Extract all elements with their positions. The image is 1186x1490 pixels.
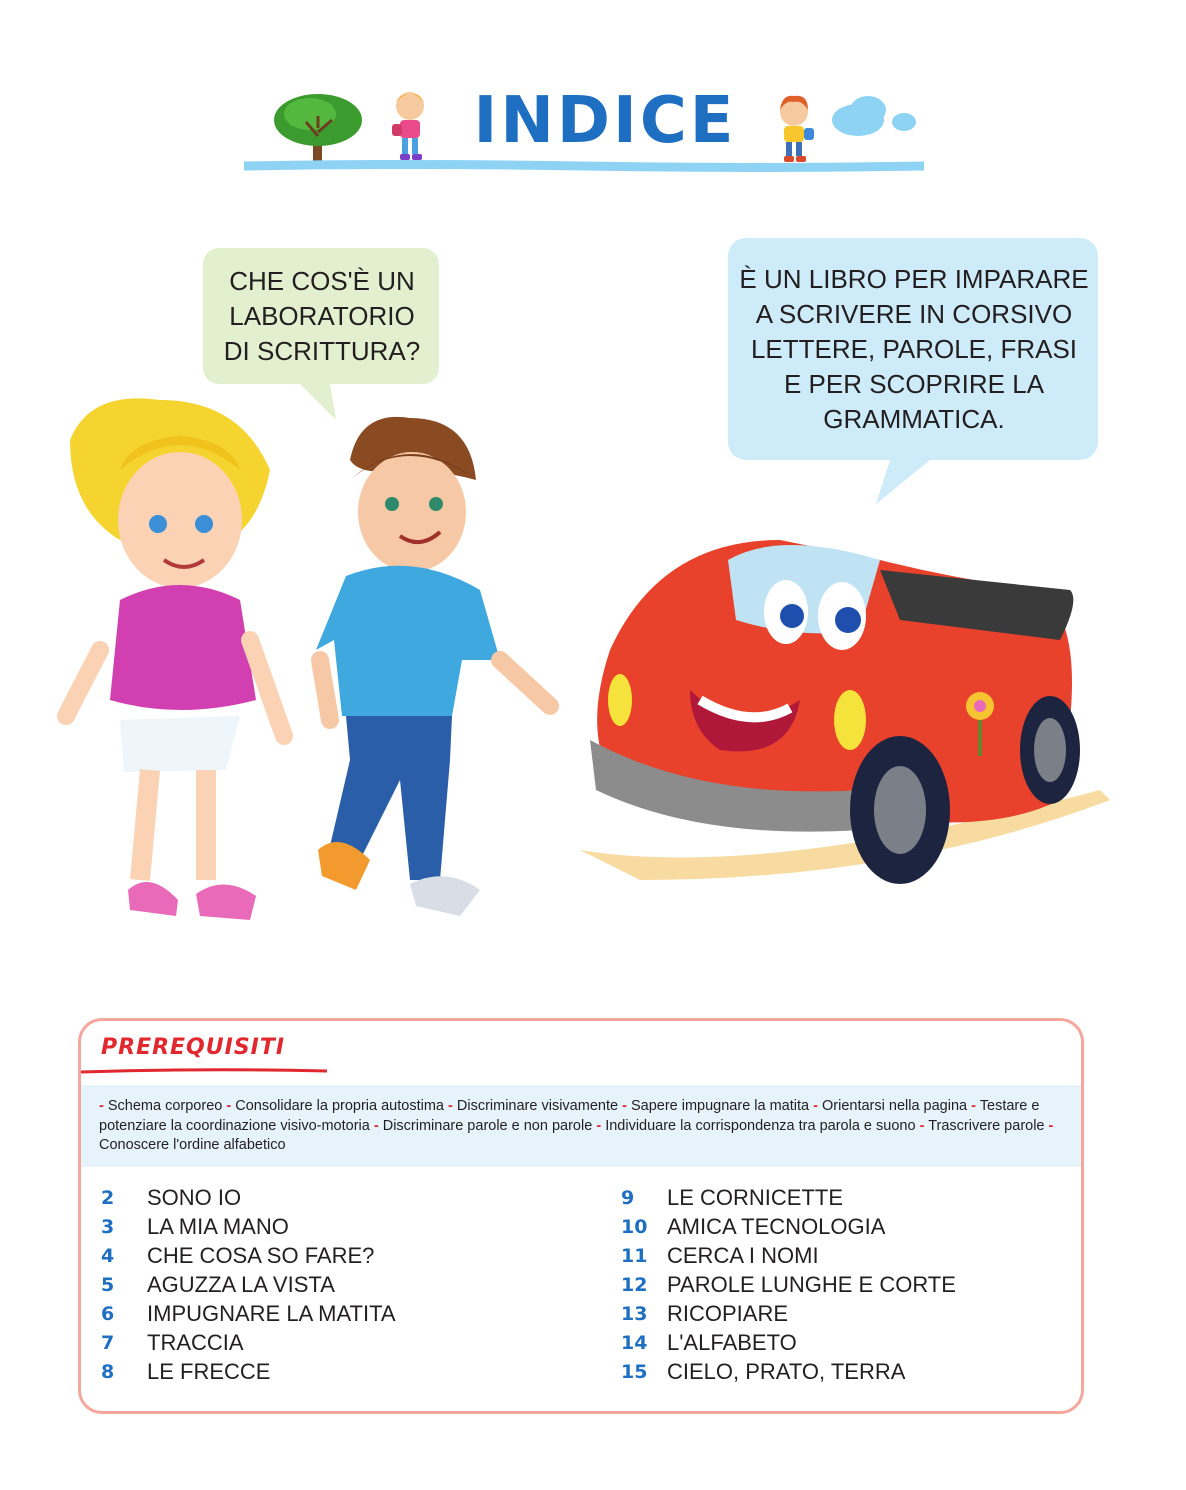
toc-page-number: 12 [621,1274,648,1296]
skills-list: - Schema corporeo - Consolidare la propria autostima - Discriminare visivamente - Sapere impugnare la matita - Orientarsi nella pagina - Testare e potenziare la coordinazione visivo-motoria - Discriminare parole e non parole - Individuare la corrispondenza tra parola e suono - Trascrivere parole - Conoscere l'ordine alfabetico [81,1085,1081,1167]
skill-item: Testare e potenziare la coordinazione visivo-motoria [99,1098,1040,1134]
toc-entry-title: TRACCIA [147,1330,244,1355]
bubble-right-line: E PER SCOPRIRE LA [783,369,1045,399]
toc-page-number: 3 [101,1216,115,1238]
toc-entry-title: CIELO, PRATO, TERRA [667,1359,906,1384]
skill-item: Trascrivere parole [928,1117,1045,1134]
kid-boy-icon [768,92,820,166]
skill-item: Discriminare visivamente [456,1098,619,1114]
bubble-left-line: DI SCRITTURA? [223,336,421,366]
toc-entry-title: RICOPIARE [667,1301,789,1326]
toc-page-number: 5 [101,1274,115,1296]
bubble-left-line: LABORATORIO [229,301,415,331]
speech-bubble-right-text [734,262,1094,437]
skill-item: Schema corporeo [107,1098,223,1114]
skill-item: Conoscere l'ordine alfabetico [99,1137,286,1153]
skill-item: Orientarsi nella pagina [822,1098,968,1114]
kid-girl-icon [384,86,436,164]
page-header [0,0,1186,200]
prerequisites-panel [78,1018,1084,1414]
toc-page-number: 4 [101,1245,115,1267]
toc-page-number: 11 [621,1245,648,1267]
toc-page-number: 2 [101,1187,115,1209]
girl-illustration [66,398,284,920]
page-title: INDICE [473,84,737,158]
toc-page-number: 10 [621,1216,648,1238]
prerequisites-title: PREREQUISITI [101,1035,286,1060]
skill-item: Sapere impugnare la matita [630,1098,810,1114]
skill-item: Individuare la corrispondenza tra parola e suono [605,1117,916,1134]
bubble-right-line: A SCRIVERE IN CORSIVO [755,299,1073,329]
toc-page-number: 9 [621,1187,635,1209]
car-illustration [580,540,1110,884]
bubble-right-line: LETTERE, PAROLE, FRASI [750,334,1078,364]
skill-item: Discriminare parole e non parole [382,1117,593,1134]
toc-entry-title: LE FRECCE [147,1359,271,1384]
toc-page-number: 13 [621,1303,648,1325]
toc-entry-title: CERCA I NOMI [667,1243,819,1268]
skill-item: Consolidare la propria autostima [235,1098,444,1114]
toc-entry-title: AMICA TECNOLOGIA [667,1214,886,1239]
toc-entry-title: L'ALFABETO [667,1330,797,1355]
toc-entry-title: PAROLE LUNGHE E CORTE [667,1272,956,1297]
toc-page-number: 14 [621,1332,648,1354]
bubble-right-line: È UN LIBRO PER IMPARARE [739,264,1089,294]
bubble-right-line: GRAMMATICA. [823,404,1005,434]
toc-entry-title: CHE COSA SO FARE? [147,1243,375,1268]
toc-page-number: 6 [101,1303,115,1325]
prerequisites-underline [81,1065,331,1077]
toc-page-number: 7 [101,1332,115,1354]
toc-entry-title: SONO IO [147,1185,242,1210]
toc-entry-title: LA MIA MANO [147,1214,289,1239]
header-underline [244,160,924,172]
cloud-icon [828,94,918,138]
boy-illustration [316,417,550,916]
toc-entry-title: AGUZZA LA VISTA [147,1272,335,1297]
speech-bubble-left-text [208,264,436,369]
tree-icon [272,92,364,164]
toc-entry-title: LE CORNICETTE [667,1185,844,1210]
toc-entry-title: IMPUGNARE LA MATITA [147,1301,396,1326]
toc-page-number: 15 [621,1361,648,1383]
bubble-left-line: CHE COS'È UN [229,266,415,296]
toc-page-number: 8 [101,1361,115,1383]
